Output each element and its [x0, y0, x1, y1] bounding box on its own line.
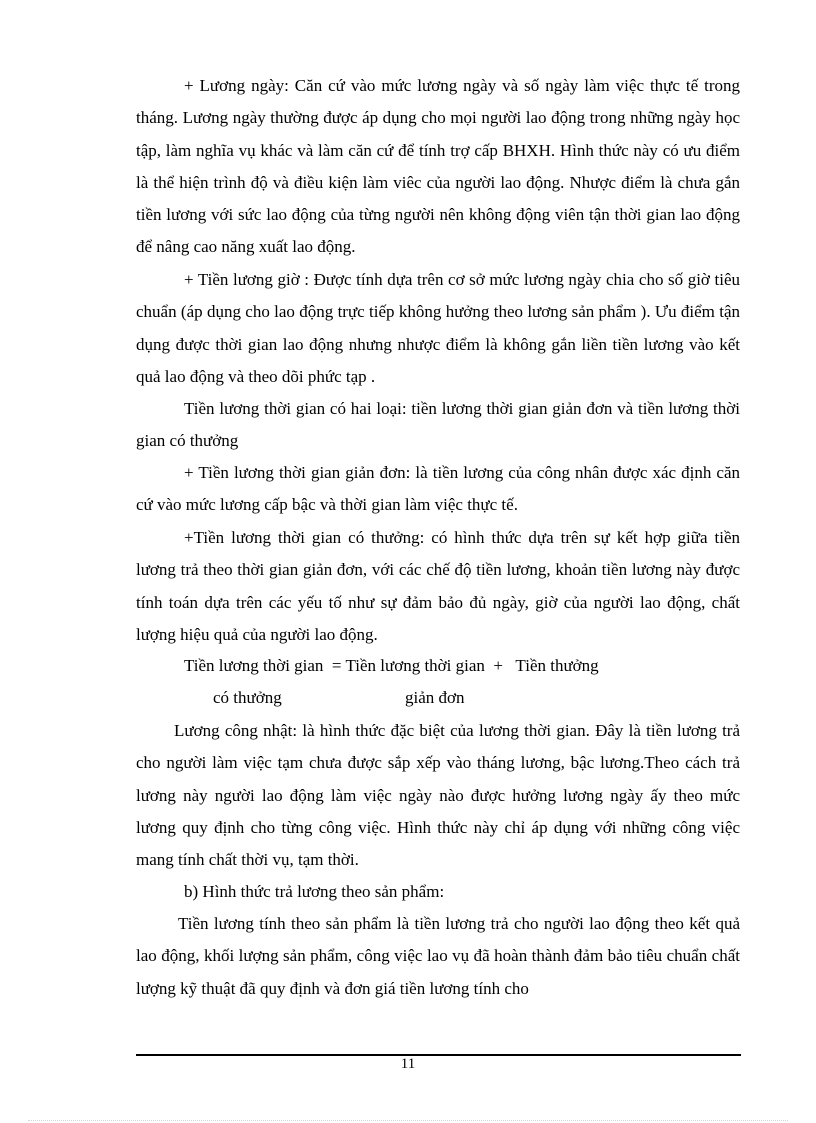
formula-term-co-thuong: có thưởng: [213, 688, 282, 707]
paragraph-tien-luong-gio: + Tiền lương giờ : Được tính dựa trên cơ sở mức lương ngày chia cho số giờ tiêu chuẩn (áp dụng cho lao động trực tiếp không hưởng theo lương sản phẩm ). Ưu điểm tận dụng được thời gian lao động nhưng nhược điểm là không gắn liền tiền lương vào kết quả lao động và theo dõi phức tạp .: [136, 270, 740, 386]
paragraph-tien-luong-san-pham: Tiền lương tính theo sản phẩm là tiền lương trả cho người lao động theo kết quả lao động, khối lượng sản phẩm, công việc lao vụ đã hoàn thành đảm bảo tiêu chuẩn chất lượng kỹ thuật đã quy định và đơn giá tiền lương tính cho: [136, 914, 740, 998]
paragraph-co-thuong: +Tiền lương thời gian có thưởng: có hình thức dựa trên sự kết hợp giữa tiền lương trả theo thời gian giản đơn, với các chế độ tiền lương, khoản tiền lương này được tính toán dựa trên các yếu tố như sự đảm bảo đủ ngày, giờ của người lao động, chất lượng hiệu quả của người lao động.: [136, 528, 740, 644]
paragraph-luong-cong-nhat: Lương công nhật: là hình thức đặc biệt của lương thời gian. Đây là tiền lương trả cho người làm việc tạm chưa được sắp xếp vào tháng lương, bậc lương.Theo cách trả lương này người lao động làm việc ngày nào được hưởng lương ngày ấy theo mức lương quy định cho từng công việc. Hình thức này chỉ áp dụng với những công việc mang tính chất thời vụ, tạm thời.: [136, 721, 740, 870]
page-edge-divider: [28, 1120, 788, 1121]
formula-line-1: Tiền lương thời gian = Tiền lương thời gian + Tiền thưởng: [184, 656, 599, 675]
heading-tra-luong-san-pham: b) Hình thức trả lương theo sản phẩm:: [184, 882, 445, 901]
page-number: 11: [400, 1056, 416, 1072]
paragraph-gian-don: + Tiền lương thời gian giản đơn: là tiền lương của công nhân được xác định căn cứ vào mức lương cấp bậc và thời gian làm việc thực tế.: [136, 463, 740, 515]
paragraph-luong-ngay: + Lương ngày: Căn cứ vào mức lương ngày và số ngày làm việc thực tế trong tháng. Lương ngày thường được áp dụng cho mọi người lao động trong những ngày học tập, làm nghĩa vụ khác và làm căn cứ để tính trợ cấp BHXH. Hình thức này có ưu điểm là thể hiện trình độ và điều kiện làm viêc của người lao động. Nhược điểm là chưa gắn tiền lương với sức lao động của từng người nên không động viên tận thời gian lao động để nâng cao năng xuất lao động.: [136, 76, 740, 257]
formula-term-gian-don: giản đơn: [405, 688, 465, 707]
paragraph-hai-loai: Tiền lương thời gian có hai loại: tiền lương thời gian giản đơn và tiền lương thời gian có thưởng: [136, 399, 740, 451]
